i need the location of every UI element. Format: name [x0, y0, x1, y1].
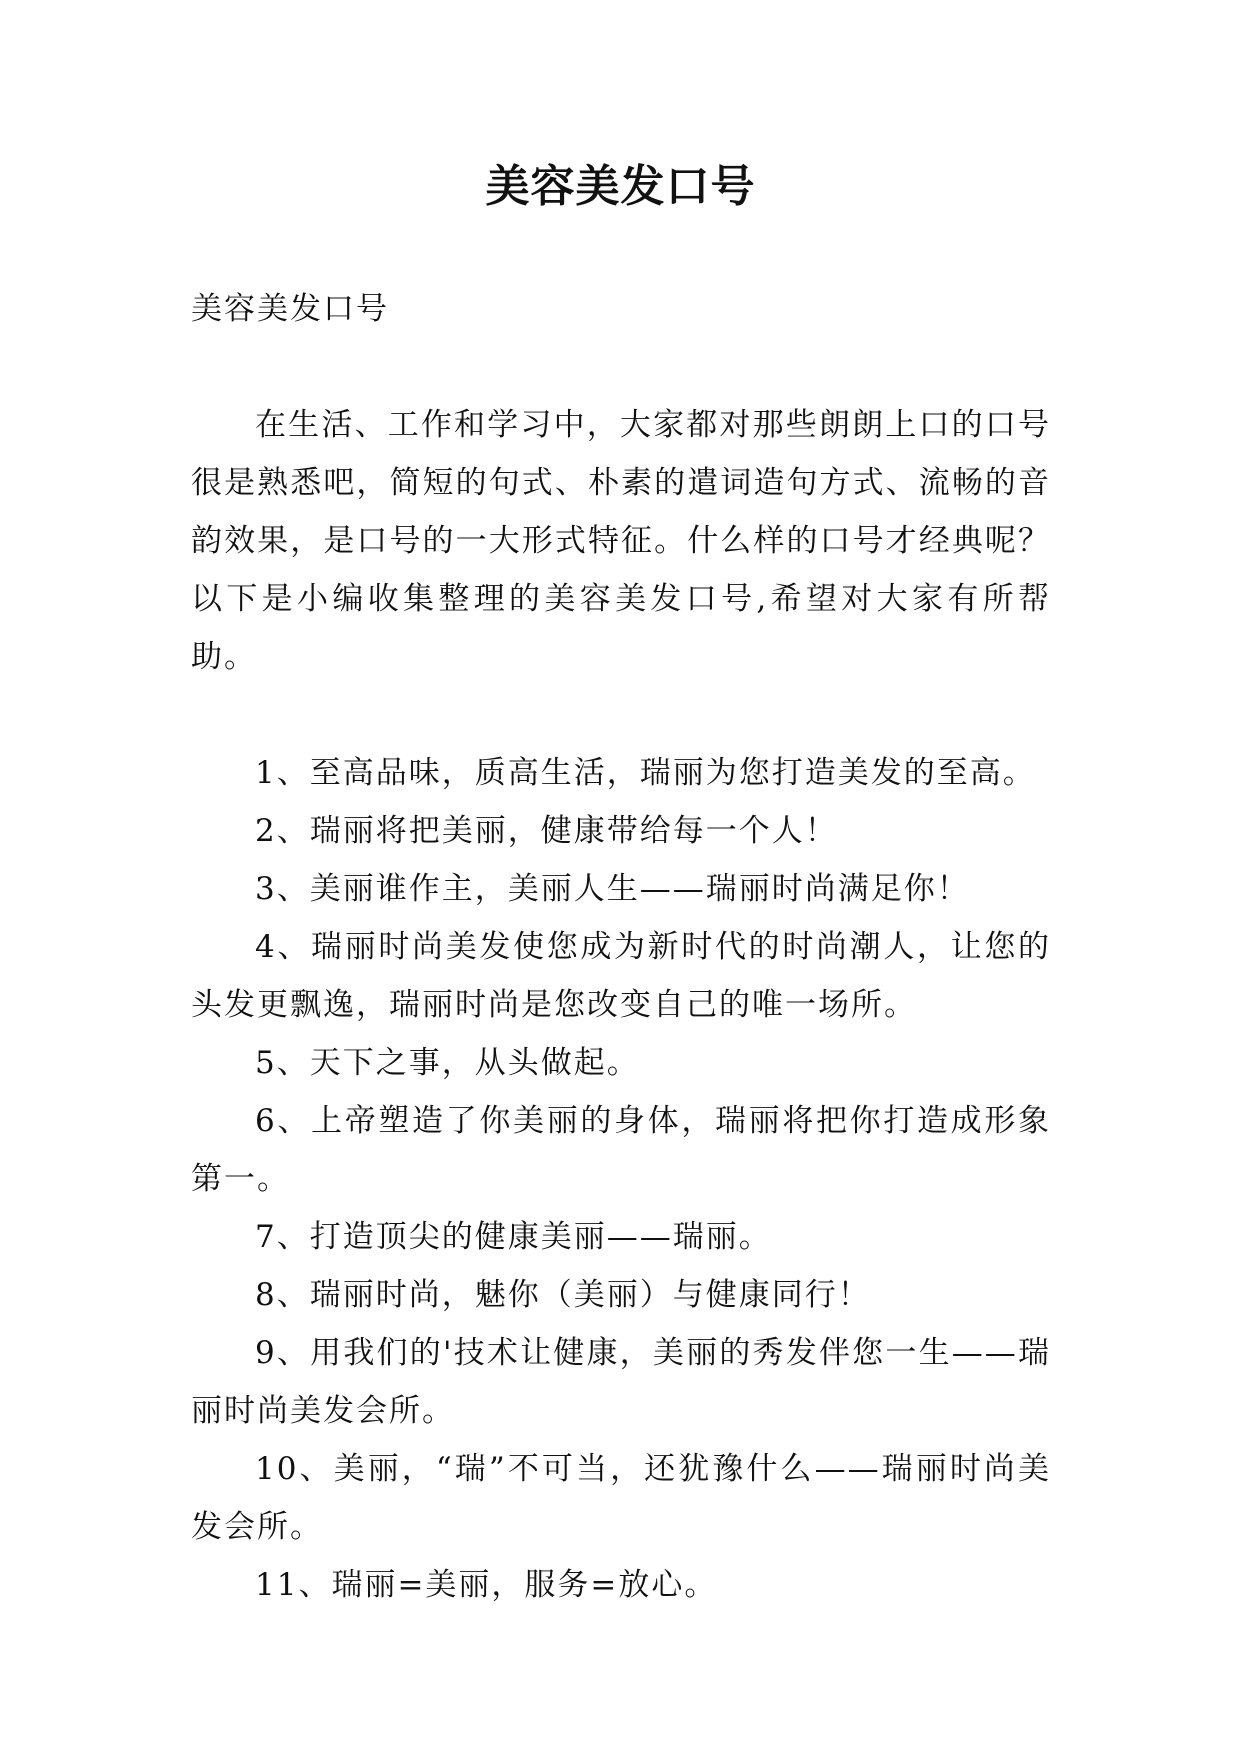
intro-paragraph: 在生活、工作和学习中，大家都对那些朗朗上口的口号很是熟悉吧，简短的句式、朴素的遣词造句方式、流畅的音韵效果，是口号的一大形式特征。什么样的口号才经典呢？以下是小编收集整理的美容美发口号,希望对大家有所帮助。: [191, 407, 1051, 675]
slogan-item-3: 3、美丽谁作主，美丽人生——瑞丽时尚满足你！: [255, 871, 970, 907]
slogan-item-1: 1、至高品味，质高生活，瑞丽为您打造美发的至高。: [255, 755, 1036, 791]
document-subtitle: 美容美发口号: [191, 291, 389, 327]
slogan-item-10: 10、美丽，“瑞”不可当，还犹豫什么——瑞丽时尚美发会所。: [191, 1451, 1051, 1545]
page-title: 美容美发口号: [485, 161, 756, 212]
slogan-item-11: 11、瑞丽=美丽，服务=放心。: [255, 1567, 718, 1603]
slogan-item-9: 9、用我们的'技术让健康，美丽的秀发伴您一生——瑞丽时尚美发会所。: [191, 1335, 1051, 1429]
slogan-item-7: 7、打造顶尖的健康美丽——瑞丽。: [255, 1219, 772, 1255]
slogan-item-6: 6、上帝塑造了你美丽的身体，瑞丽将把你打造成形象第一。: [191, 1103, 1051, 1197]
slogan-item-8: 8、瑞丽时尚，魅你（美丽）与健康同行！: [255, 1277, 871, 1313]
document-body: [191, 280, 1051, 1614]
slogan-list: [191, 744, 1051, 1614]
slogan-item-4: 4、瑞丽时尚美发使您成为新时代的时尚潮人，让您的头发更飘逸，瑞丽时尚是您改变自己的唯一场所。: [191, 929, 1051, 1023]
slogan-item-5: 5、天下之事，从头做起。: [255, 1045, 640, 1081]
slogan-item-2: 2、瑞丽将把美丽，健康带给每一个人！: [255, 813, 838, 849]
